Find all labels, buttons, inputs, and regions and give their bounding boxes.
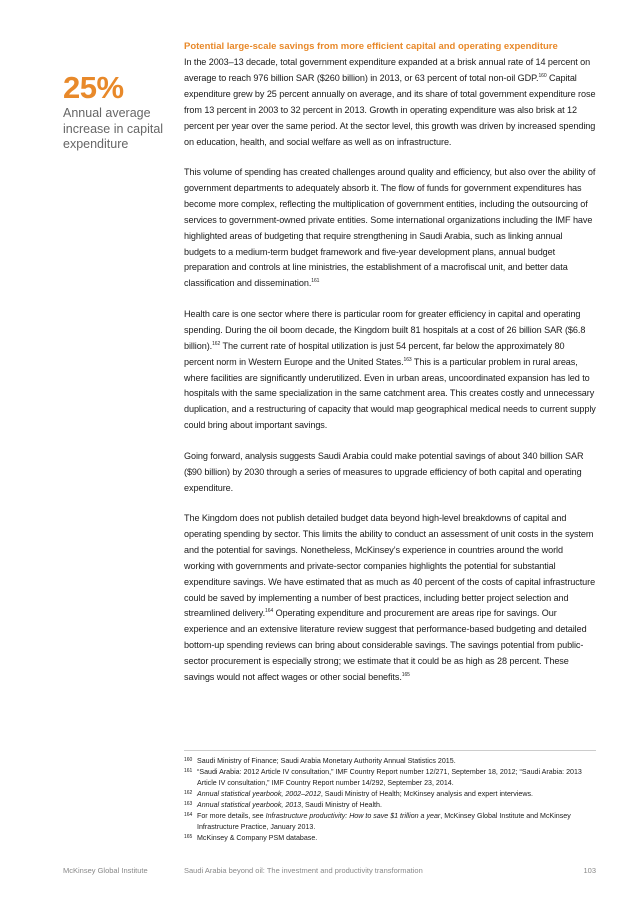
text-run: This is a particular problem in rural areas, where facilities are significantly underutilized. Even in urban areas, uncoordinated expansion has led to hospitals with the same specialization in the same catchment area. This creates costly and unnecessary duplication, and a restructuring of capacity that would map geographical medical needs to current supply could bring about important savings. [184, 356, 596, 431]
footnote [184, 833, 596, 844]
text-run: Health care is one sector where there is particular room for greater efficiency in capital and operating spending. During the oil boom decade, the Kingdom built 81 hospitals at a cost of 26 billion SAR ($6.8 billion). [184, 308, 586, 351]
footnote-text [197, 833, 596, 844]
footnote-text [197, 756, 596, 767]
text-run: , Saudi Ministry of Health; McKinsey analysis and expert interviews. [320, 790, 533, 798]
footer-report-title: Saudi Arabia beyond oil: The investment and productivity transformation [184, 866, 423, 875]
text-run: Operating expenditure and procurement are areas ripe for savings. Our experience and an extensive literature review suggest that performance-based budgeting and detailed bottom-up spending reviews can bring about considerable savings. The savings potential from public-sector procurement is especially strong; we estimate that it could be as high as 28 percent. These savings would not affect wages or other social benefits. [184, 608, 587, 683]
footnote-text [197, 811, 596, 833]
italic-text: Infrastructure productivity: How to save $1 trillion a year [265, 812, 441, 820]
text-run: For more details, see [197, 812, 266, 820]
text-run: In the 2003–13 decade, total government expenditure expanded at a brisk annual rate of 14 percent on average to reach 976 billion SAR ($260 billion) in 2013, or 63 percent of total non-oil GDP. [184, 57, 591, 83]
page-number: 103 [583, 866, 596, 875]
footnote-text [197, 800, 596, 811]
footnote [184, 756, 596, 767]
footnote-ref: 162 [212, 340, 221, 347]
text-run: The Kingdom does not publish detailed budget data beyond high-level breakdowns of capital and operating spending by sector. This limits the ability to conduct an assessment of unit costs in the system and the potential for savings. Nonetheless, McKinsey’s experience in countries around the world working with governments and private-sector companies highlights the potential for substantial expenditure savings. We have estimated that as much as 40 percent of the costs of capital infrastructure could be saved by implementing a number of best practices, including better project selection and streamlined delivery. [184, 513, 596, 619]
footnotes [184, 756, 596, 844]
sidebar-callout [63, 72, 178, 153]
footnote-text [197, 789, 596, 800]
footnote-number: 162 [184, 790, 193, 796]
footnote-number: 165 [184, 834, 193, 840]
text-run: , Saudi Ministry of Health. [301, 801, 382, 809]
footnote-number: 160 [184, 757, 193, 763]
paragraph [184, 307, 596, 434]
stat-value: 25% [63, 70, 124, 105]
italic-text: Annual statistical yearbook, 2002–2012 [197, 790, 321, 798]
footnote-ref: 165 [401, 672, 410, 679]
paragraph [184, 165, 596, 292]
paragraph [184, 55, 596, 150]
footnote-ref: 164 [265, 608, 274, 615]
footnote-number: 163 [184, 801, 193, 807]
footnote [184, 767, 596, 789]
section-title: Potential large-scale savings from more efficient capital and operating expenditure [184, 41, 558, 52]
text-run: The current rate of hospital utilization is just 54 percent, far below the approximately 80 percent norm in Western Europe and the United States. [184, 340, 565, 367]
footnote-ref: 163 [403, 356, 412, 363]
text-run: Going forward, analysis suggests Saudi Arabia could make potential savings of about 340 billion SAR ($90 billion) by 2030 through a series of measures to upgrade efficiency of both capital and operating expenditure. [184, 450, 584, 493]
paragraph [184, 511, 596, 686]
main-content [184, 40, 596, 701]
text-run: This volume of spending has created challenges around quality and efficiency, but also over the ability of government departments to adequately absorb it. The flow of funds for government expenditures has become more complex, reflecting the multiplication of government entities, including the outsourcing of services to government-owned private entities. Some international organizations including the IMF have highlighted areas of budgeting that require strengthening in Saudi Arabia, such as linking annual budgets to a medium-term budget framework and five-year development plans, annual budget preparation and controls at line ministries, the establishment of a macrofiscal unit, and better data classification and dissemination. [184, 167, 596, 289]
footnote-number: 164 [184, 812, 193, 818]
footnote [184, 789, 596, 800]
footnote [184, 811, 596, 833]
text-run: Saudi Ministry of Finance; Saudi Arabia Monetary Authority Annual Statistics 2015. [197, 757, 456, 765]
footnote-divider [184, 750, 596, 751]
stat-label: Annual average increase in capital expenditure [63, 106, 164, 151]
text-run: “Saudi Arabia: 2012 Article IV consultation,” IMF Country Report number 12/271, September 18, 2012; “Saudi Arabia: 2013 Article IV consultation,” IMF Country Report number 14/292, September 23, 2014. [197, 768, 582, 787]
footnote-number: 161 [184, 768, 193, 774]
body-text [184, 55, 596, 686]
text-run: , McKinsey Global Institute and McKinsey Infrastructure Practice, January 2013. [197, 812, 571, 831]
italic-text: Annual statistical yearbook, 2013 [197, 801, 302, 809]
paragraph [184, 449, 596, 497]
footnote-text [197, 767, 596, 789]
footnote [184, 800, 596, 811]
footnote-ref: 160 [538, 72, 547, 79]
text-run: McKinsey & Company PSM database. [197, 834, 318, 842]
footnote-ref: 161 [311, 278, 320, 285]
text-run: Capital expenditure grew by 25 percent annually on average, and its share of total government expenditure rose from 13 percent in 2003 to 32 percent in 2013. Growth in operating expenditure was also brisk at 12 percent per year over the same period. At the sector level, this growth was driven by increased spending on education, health, and social welfare as well as on infrastructure. [184, 72, 596, 147]
footer-publisher: McKinsey Global Institute [63, 866, 148, 875]
